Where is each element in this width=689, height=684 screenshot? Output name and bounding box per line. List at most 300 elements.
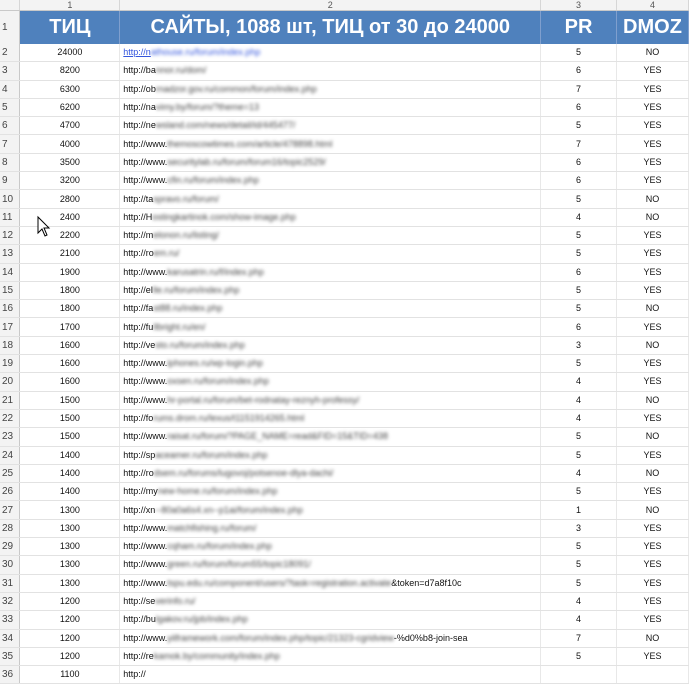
- site-cell[interactable]: [120, 153, 541, 171]
- tic-cell[interactable]: 1500: [20, 391, 120, 409]
- tic-cell[interactable]: 1400: [20, 464, 120, 482]
- row-number[interactable]: 36: [0, 666, 20, 684]
- url-blurred-part: elonon.ru/listing/: [153, 230, 219, 241]
- dmoz-cell[interactable]: YES: [616, 373, 688, 391]
- pr-cell[interactable]: 5: [541, 647, 617, 665]
- dmoz-cell[interactable]: YES: [616, 62, 688, 80]
- tic-cell[interactable]: 1800: [20, 281, 120, 299]
- row-number[interactable]: 10: [0, 190, 20, 208]
- pr-cell[interactable]: [541, 666, 617, 684]
- sites-header[interactable]: САЙТЫ, 1088 шт, ТИЦ от 30 до 24000: [120, 11, 541, 45]
- pr-cell[interactable]: 4: [541, 592, 617, 610]
- url-blurred-part: aceamer.ru/forum/index.php: [155, 449, 268, 460]
- tic-cell[interactable]: 24000: [20, 44, 120, 62]
- row-number[interactable]: 2: [0, 44, 20, 62]
- row-number[interactable]: 16: [0, 300, 20, 318]
- row-number[interactable]: 27: [0, 501, 20, 519]
- dmoz-cell[interactable]: NO: [616, 190, 688, 208]
- dmoz-cell[interactable]: NO: [616, 44, 688, 62]
- pr-cell[interactable]: 5: [541, 538, 617, 556]
- tic-cell[interactable]: 1900: [20, 263, 120, 281]
- pr-cell[interactable]: 7: [541, 629, 617, 647]
- table-row: [0, 647, 689, 665]
- dmoz-cell[interactable]: NO: [616, 208, 688, 226]
- dmoz-cell[interactable]: YES: [616, 135, 688, 153]
- url-prefix: http://bu: [123, 614, 156, 625]
- table-row: [0, 208, 689, 226]
- column-header-2[interactable]: 2: [120, 0, 541, 11]
- tic-header[interactable]: ТИЦ: [20, 11, 120, 45]
- row-number[interactable]: 19: [0, 355, 20, 373]
- site-text: [123, 65, 206, 75]
- url-blurred-part: cqham.ru/forum/index.php: [167, 541, 272, 552]
- column-header-3[interactable]: 3: [541, 0, 617, 11]
- pr-header[interactable]: PR: [541, 11, 617, 45]
- url-prefix: http://se: [123, 596, 156, 607]
- tic-cell[interactable]: 1100: [20, 666, 120, 684]
- row-number[interactable]: 8: [0, 153, 20, 171]
- site-cell[interactable]: [120, 62, 541, 80]
- site-text: [123, 358, 263, 368]
- tic-cell[interactable]: 8200: [20, 62, 120, 80]
- table-row: [0, 391, 689, 409]
- url-prefix: http://www.: [123, 394, 168, 405]
- url-blurred-part: vimy.by/forum/?theme=13: [155, 102, 259, 113]
- dmoz-cell[interactable]: NO: [616, 629, 688, 647]
- site-text: [123, 120, 295, 130]
- row-number[interactable]: 21: [0, 391, 20, 409]
- tic-cell[interactable]: 3500: [20, 153, 120, 171]
- title-row: [0, 11, 689, 45]
- url-prefix: http://www.: [123, 376, 168, 387]
- pr-cell[interactable]: 6: [541, 263, 617, 281]
- site-cell[interactable]: [120, 190, 541, 208]
- pr-cell[interactable]: 4: [541, 373, 617, 391]
- table-row: [0, 428, 689, 446]
- pr-cell[interactable]: 6: [541, 62, 617, 80]
- site-cell[interactable]: [120, 44, 541, 62]
- site-cell[interactable]: [120, 574, 541, 592]
- dmoz-cell[interactable]: NO: [616, 428, 688, 446]
- table-row: [0, 117, 689, 135]
- table-row: [0, 153, 689, 171]
- site-cell[interactable]: [120, 666, 541, 684]
- url-prefix: http://fa: [123, 303, 154, 314]
- site-text: [123, 541, 272, 551]
- pr-cell[interactable]: 4: [541, 208, 617, 226]
- site-text: [123, 248, 179, 258]
- site-cell[interactable]: [120, 538, 541, 556]
- table-row: [0, 80, 689, 98]
- site-text: [123, 596, 195, 606]
- site-cell[interactable]: [120, 629, 541, 647]
- row-number[interactable]: 31: [0, 574, 20, 592]
- site-text: [123, 267, 264, 277]
- pr-cell[interactable]: 5: [541, 556, 617, 574]
- url-prefix: http://ve: [123, 339, 156, 350]
- pr-cell[interactable]: 5: [541, 44, 617, 62]
- pr-cell[interactable]: 3: [541, 519, 617, 537]
- url-blurred-part: raisat.ru/forum/?PAGE_NAME=read&FID=15&TID=438: [167, 431, 388, 442]
- row-number[interactable]: 33: [0, 611, 20, 629]
- table-row: [0, 98, 689, 116]
- dmoz-cell[interactable]: YES: [616, 483, 688, 501]
- url-prefix: http://www.: [123, 522, 168, 533]
- column-header-1[interactable]: 1: [20, 0, 120, 11]
- tic-cell[interactable]: 1200: [20, 611, 120, 629]
- tic-cell[interactable]: 1600: [20, 336, 120, 354]
- url-prefix: http://H: [123, 211, 153, 222]
- site-cell[interactable]: [120, 300, 541, 318]
- tic-cell[interactable]: 3200: [20, 172, 120, 190]
- dmoz-cell[interactable]: YES: [616, 574, 688, 592]
- table-row: [0, 592, 689, 610]
- site-text: [123, 376, 269, 386]
- tic-cell[interactable]: 1700: [20, 318, 120, 336]
- dmoz-cell[interactable]: YES: [616, 80, 688, 98]
- row-number[interactable]: 3: [0, 62, 20, 80]
- tic-cell[interactable]: 1400: [20, 483, 120, 501]
- pr-cell[interactable]: 4: [541, 464, 617, 482]
- row-number[interactable]: 34: [0, 629, 20, 647]
- url-prefix: http://n: [123, 47, 151, 58]
- dmoz-cell[interactable]: YES: [616, 409, 688, 427]
- url-prefix: http://www.: [123, 138, 168, 149]
- url-blurred-part: hr-portal.ru/forum/bet-rodnatay-reznyh-professy/: [167, 394, 360, 405]
- url-blurred-part: green.ru/forum/forum55/topic18091/: [167, 559, 311, 570]
- table-row: [0, 62, 689, 80]
- tic-cell[interactable]: 4000: [20, 135, 120, 153]
- site-text: [123, 486, 277, 496]
- dmoz-cell[interactable]: NO: [616, 300, 688, 318]
- url-prefix: http://el: [123, 285, 153, 295]
- url-prefix: http://xn: [123, 504, 156, 515]
- pr-cell[interactable]: 5: [541, 281, 617, 299]
- table-row: [0, 373, 689, 391]
- site-cell[interactable]: [120, 483, 541, 501]
- site-text: [123, 340, 245, 350]
- tic-cell[interactable]: 1200: [20, 592, 120, 610]
- table-row: [0, 135, 689, 153]
- site-cell[interactable]: [120, 281, 541, 299]
- site-cell[interactable]: [120, 98, 541, 116]
- pr-cell[interactable]: 5: [541, 117, 617, 135]
- pr-cell[interactable]: 6: [541, 172, 617, 190]
- site-text: [123, 651, 280, 661]
- url-prefix: http://na: [123, 102, 156, 113]
- row-number[interactable]: 5: [0, 98, 20, 116]
- row-number[interactable]: 22: [0, 409, 20, 427]
- tic-cell[interactable]: 1300: [20, 574, 120, 592]
- site-text: [123, 84, 316, 94]
- row-number[interactable]: 4: [0, 80, 20, 98]
- row-number[interactable]: 29: [0, 538, 20, 556]
- dmoz-cell[interactable]: YES: [616, 538, 688, 556]
- dmoz-cell[interactable]: YES: [616, 245, 688, 263]
- pr-cell[interactable]: 4: [541, 391, 617, 409]
- table-row: [0, 281, 689, 299]
- row-number[interactable]: 28: [0, 519, 20, 537]
- site-link[interactable]: [123, 47, 260, 57]
- dmoz-cell[interactable]: NO: [616, 391, 688, 409]
- dmoz-cell[interactable]: YES: [616, 153, 688, 171]
- table-row: [0, 226, 689, 244]
- tic-cell[interactable]: 1300: [20, 556, 120, 574]
- tic-cell[interactable]: 1300: [20, 519, 120, 537]
- site-cell[interactable]: [120, 208, 541, 226]
- dmoz-cell[interactable]: YES: [616, 519, 688, 537]
- url-blurred-part: yiiframework.com/forum/index.php/topic/21323-cgridview: [167, 632, 394, 643]
- url-blurred-part: athouse.ru/forum/index.php: [150, 47, 261, 58]
- row-number[interactable]: 13: [0, 245, 20, 263]
- row-number[interactable]: 15: [0, 281, 20, 299]
- url-blurred-part: rnadzor.gov.ru/common/forum/index.php: [155, 83, 317, 94]
- url-prefix: http://ta: [123, 193, 154, 204]
- site-text: [123, 139, 332, 149]
- tic-cell[interactable]: 1500: [20, 428, 120, 446]
- url-prefix: http://ro: [123, 248, 154, 259]
- url-blurred-part: dsem.ru/forums/lugovoj/potsenoe-dlya-dachi/: [153, 467, 334, 478]
- site-text: [123, 559, 311, 569]
- pr-cell[interactable]: 5: [541, 226, 617, 244]
- dmoz-cell[interactable]: YES: [616, 281, 688, 299]
- tic-cell[interactable]: 1400: [20, 446, 120, 464]
- table-row: [0, 446, 689, 464]
- url-prefix: http://www.: [123, 632, 168, 643]
- site-text: [123, 395, 359, 405]
- url-blurred-part: --80a0a6s4.xn--p1ai/forum/index.php: [155, 504, 303, 515]
- url-prefix: http://ba: [123, 65, 156, 76]
- pr-cell[interactable]: 4: [541, 409, 617, 427]
- site-text: [123, 413, 304, 423]
- tic-cell[interactable]: 1300: [20, 501, 120, 519]
- tic-cell[interactable]: 2100: [20, 245, 120, 263]
- url-prefix: http://sp: [123, 449, 156, 460]
- url-prefix: http://my: [123, 486, 158, 497]
- tic-cell[interactable]: 4700: [20, 117, 120, 135]
- row-number[interactable]: 35: [0, 647, 20, 665]
- url-prefix: http://m: [123, 230, 154, 241]
- url-prefix: http://www.: [123, 175, 168, 186]
- tic-cell[interactable]: 1600: [20, 373, 120, 391]
- site-cell[interactable]: [120, 245, 541, 263]
- url-blurred-part: verinfo.ru/: [155, 596, 196, 607]
- pr-cell[interactable]: 5: [541, 446, 617, 464]
- site-cell[interactable]: [120, 355, 541, 373]
- row-number[interactable]: 24: [0, 446, 20, 464]
- arrow-cursor-icon: [37, 216, 51, 238]
- dmoz-cell[interactable]: YES: [616, 172, 688, 190]
- table-row: [0, 519, 689, 537]
- url-prefix: http://www.: [123, 431, 168, 442]
- url-blurred-part: tspu.edu.ru/component/users/?task=registration.activate: [167, 577, 392, 588]
- url-blurred-part: karusatrin.ru/f/index.php: [167, 266, 264, 277]
- table-row: [0, 318, 689, 336]
- site-cell[interactable]: [120, 556, 541, 574]
- url-blurred-part: st88.ru/index.php: [153, 303, 223, 314]
- site-text: [123, 669, 146, 679]
- site-text: [123, 450, 267, 460]
- site-text: [123, 633, 467, 643]
- url-prefix: http://www.: [123, 559, 168, 570]
- row-number[interactable]: 20: [0, 373, 20, 391]
- dmoz-cell[interactable]: YES: [616, 263, 688, 281]
- tic-cell[interactable]: 1200: [20, 629, 120, 647]
- dmoz-cell[interactable]: NO: [616, 501, 688, 519]
- table-row: [0, 538, 689, 556]
- site-cell[interactable]: [120, 172, 541, 190]
- pr-cell[interactable]: 6: [541, 98, 617, 116]
- table-row: [0, 574, 689, 592]
- url-prefix: http://www.: [123, 541, 168, 552]
- dmoz-cell[interactable]: YES: [616, 611, 688, 629]
- site-cell[interactable]: [120, 446, 541, 464]
- site-cell[interactable]: [120, 80, 541, 98]
- url-blurred-part: rums.drom.ru/lexus/t1151914265.html: [153, 413, 305, 424]
- row-number[interactable]: 25: [0, 464, 20, 482]
- pr-cell[interactable]: 7: [541, 80, 617, 98]
- url-blurred-part: lgakov.ru/jpb/index.php: [155, 614, 248, 625]
- row-number[interactable]: 17: [0, 318, 20, 336]
- pr-cell[interactable]: 6: [541, 318, 617, 336]
- site-text: [123, 230, 219, 240]
- url-blurred-part: oxsen.ru/forum/index.php: [167, 376, 269, 387]
- tic-cell[interactable]: 6300: [20, 80, 120, 98]
- site-cell[interactable]: [120, 373, 541, 391]
- dmoz-cell[interactable]: NO: [616, 336, 688, 354]
- url-prefix: http://ne: [123, 120, 156, 131]
- tic-cell[interactable]: 2800: [20, 190, 120, 208]
- site-cell[interactable]: [120, 336, 541, 354]
- row-number[interactable]: 6: [0, 117, 20, 135]
- site-cell[interactable]: [120, 318, 541, 336]
- site-text: [123, 102, 259, 112]
- row-number[interactable]: 7: [0, 135, 20, 153]
- dmoz-cell[interactable]: YES: [616, 592, 688, 610]
- pr-cell[interactable]: 5: [541, 428, 617, 446]
- row-number[interactable]: 30: [0, 556, 20, 574]
- row-number[interactable]: 23: [0, 428, 20, 446]
- row-number[interactable]: 32: [0, 592, 20, 610]
- tic-cell[interactable]: 6200: [20, 98, 120, 116]
- dmoz-cell[interactable]: YES: [616, 226, 688, 244]
- pr-cell[interactable]: 4: [541, 611, 617, 629]
- tic-cell[interactable]: 1500: [20, 409, 120, 427]
- dmoz-cell[interactable]: YES: [616, 446, 688, 464]
- site-cell[interactable]: [120, 611, 541, 629]
- dmoz-cell[interactable]: [616, 666, 688, 684]
- tic-cell[interactable]: 1600: [20, 355, 120, 373]
- dmoz-cell[interactable]: YES: [616, 318, 688, 336]
- site-text: [123, 614, 247, 624]
- url-blurred-part: wsland.com/news/detail/id/445477/: [155, 120, 296, 131]
- row-number[interactable]: 12: [0, 226, 20, 244]
- dmoz-cell[interactable]: YES: [616, 355, 688, 373]
- pr-cell[interactable]: 5: [541, 245, 617, 263]
- column-header-4[interactable]: 4: [616, 0, 688, 11]
- table-row: [0, 409, 689, 427]
- site-cell[interactable]: [120, 428, 541, 446]
- site-text: [123, 194, 219, 204]
- site-cell[interactable]: [120, 226, 541, 244]
- dmoz-cell[interactable]: YES: [616, 98, 688, 116]
- url-prefix: http://: [123, 669, 146, 680]
- site-cell[interactable]: [120, 409, 541, 427]
- select-all-corner[interactable]: [0, 0, 20, 11]
- site-text: [123, 175, 259, 185]
- pr-cell[interactable]: 5: [541, 300, 617, 318]
- site-text: [123, 505, 303, 515]
- table-row: [0, 263, 689, 281]
- dmoz-cell[interactable]: NO: [616, 464, 688, 482]
- pr-cell[interactable]: 5: [541, 574, 617, 592]
- dmoz-cell[interactable]: YES: [616, 556, 688, 574]
- url-prefix: http://www.: [123, 266, 168, 277]
- url-blurred-part: matchfishing.ru/forum/: [167, 522, 257, 533]
- dmoz-cell[interactable]: YES: [616, 647, 688, 665]
- pr-cell[interactable]: 5: [541, 190, 617, 208]
- site-text: [123, 322, 205, 332]
- table-row: [0, 44, 689, 62]
- url-blurred-part: securitylab.ru/forum/forum16/topic2529/: [167, 156, 326, 167]
- tic-cell[interactable]: 2200: [20, 226, 120, 244]
- site-text: [123, 303, 222, 313]
- url-suffix: -%d0%b8-join-sea: [393, 632, 468, 643]
- site-cell[interactable]: [120, 263, 541, 281]
- site-cell[interactable]: [120, 135, 541, 153]
- url-prefix: http://www.: [123, 577, 168, 588]
- table-row: [0, 464, 689, 482]
- tic-cell[interactable]: 1800: [20, 300, 120, 318]
- row-number[interactable]: 18: [0, 336, 20, 354]
- pr-cell[interactable]: 3: [541, 336, 617, 354]
- pr-cell[interactable]: 5: [541, 483, 617, 501]
- url-blurred-part: spravo.ru/forum/: [153, 193, 219, 204]
- table-row: [0, 629, 689, 647]
- pr-cell[interactable]: 1: [541, 501, 617, 519]
- site-text: [123, 212, 296, 222]
- url-prefix: http://ob: [123, 83, 156, 94]
- pr-cell[interactable]: 6: [541, 153, 617, 171]
- dmoz-cell[interactable]: YES: [616, 117, 688, 135]
- tic-cell[interactable]: 2400: [20, 208, 120, 226]
- url-blurred-part: llbright.ru/en/: [153, 321, 206, 332]
- site-cell[interactable]: [120, 117, 541, 135]
- dmoz-header[interactable]: DMOZ: [616, 11, 688, 45]
- table-row: [0, 611, 689, 629]
- row-number[interactable]: 14: [0, 263, 20, 281]
- site-cell[interactable]: [120, 391, 541, 409]
- site-cell[interactable]: [120, 592, 541, 610]
- site-text: [123, 157, 326, 167]
- pr-cell[interactable]: 7: [541, 135, 617, 153]
- site-text: [123, 523, 256, 533]
- pr-cell[interactable]: 5: [541, 355, 617, 373]
- site-cell[interactable]: [120, 519, 541, 537]
- row-number[interactable]: 11: [0, 208, 20, 226]
- url-blurred-part: new-home.ru/forum/index.php: [157, 486, 278, 497]
- tic-cell[interactable]: 1200: [20, 647, 120, 665]
- table-row: [0, 190, 689, 208]
- row-number[interactable]: 1: [0, 11, 20, 45]
- site-cell[interactable]: [120, 647, 541, 665]
- row-number[interactable]: 9: [0, 172, 20, 190]
- site-cell[interactable]: [120, 501, 541, 519]
- site-cell[interactable]: [120, 464, 541, 482]
- tic-cell[interactable]: 1300: [20, 538, 120, 556]
- row-number[interactable]: 26: [0, 483, 20, 501]
- url-prefix: http://ro: [123, 467, 154, 478]
